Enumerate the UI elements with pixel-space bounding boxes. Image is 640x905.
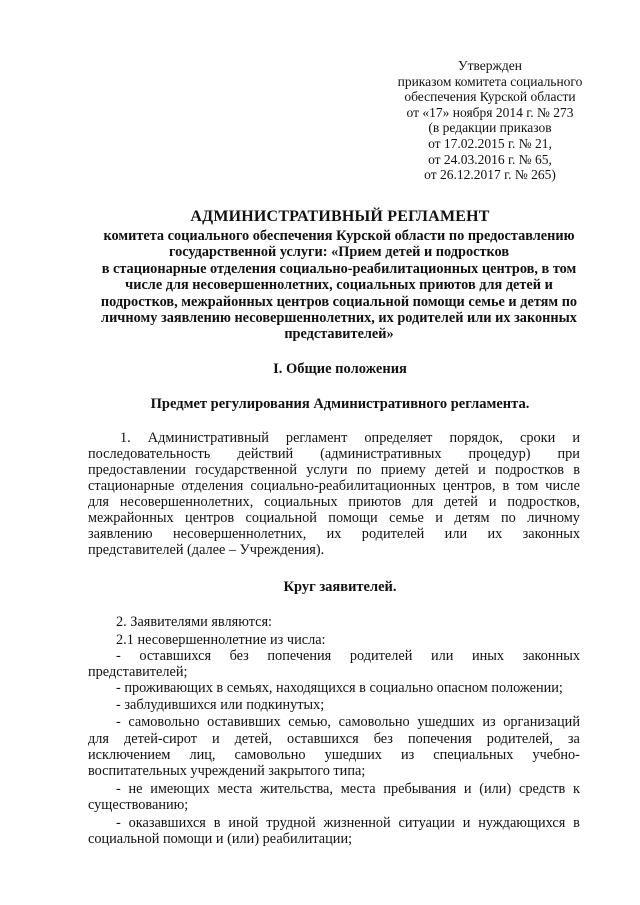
document-title: АДМИНИСТРАТИВНЫЙ РЕГЛАМЕНТ [190,208,490,225]
paragraph-line: межрайонных центров социальной помощи семье и детям по личному [88,510,580,526]
document-subtitle [82,228,596,343]
approval-line: (в редакции приказов [428,120,552,136]
paragraph-line: для несовершеннолетних, социальных приютов для детей и подростков, [88,494,580,510]
list-item: 2.1 несовершеннолетние из числа: [116,632,326,648]
list-item: - оказавшихся в иной трудной жизненной ситуации и нуждающихся в [116,815,580,831]
approval-stamp-block [360,58,620,183]
paragraph-line: предоставлении государственной услуги по приему детей и подростков в [88,462,580,478]
subject-heading: Предмет регулирования Административного регламента. [150,396,530,412]
list-item: - проживающих в семьях, находящихся в социально опасном положении; [116,680,563,696]
list-item: социальной помощи и (или) реабилитации; [88,831,353,847]
applicants-heading: Круг заявителей. [283,579,397,595]
subtitle-line: в стационарные отделения социально-реабилитационных центров, в том [101,260,577,277]
approval-line: Утвержден [458,58,522,73]
list-item: исключением лиц, самовольно ушедших из специальных учебно- [88,747,580,763]
approval-line: от «17» ноября 2014 г. № 273 [406,104,574,120]
paragraph-line: заявлению несовершеннолетних, их родителей или их законных [88,526,580,542]
list-item: - оставшихся без попечения родителей или иных законных [116,648,580,664]
list-item: воспитательных учреждений закрытого типа; [88,763,366,779]
list-item: - не имеющих места жительства, места пребывания и (или) средств к [116,781,580,797]
approval-line: приказом комитета социального [397,73,583,89]
subtitle-line: личному заявлению несовершеннолетних, их родителей или их законных [101,310,577,327]
paragraph-line: 1. Административный регламент определяет порядок, сроки и [120,430,580,446]
approval-line: от 17.02.2015 г. № 21, [428,135,552,151]
paragraph-line: стационарные отделения социально-реабилитационных центров, в том числе [88,478,580,494]
subtitle-line: государственной услуги: «Прием детей и подростков [168,244,510,261]
list-item: 2. Заявителями являются: [116,614,273,630]
subtitle-line: подростков, межрайонных центров социальной помощи семье и детям по [100,293,578,310]
paragraph-line: последовательность действий (административных процедур) при [88,446,580,462]
approval-line: от 26.12.2017 г. № 265) [424,167,556,183]
list-item: - заблудившихся или подкинутых; [116,697,325,713]
subtitle-line: комитета социального обеспечения Курской области по предоставлению [103,228,575,244]
section-heading: I. Общие положения [273,361,407,377]
approval-line: обеспечения Курской области [404,89,576,105]
approval-line: от 24.03.2016 г. № 65, [428,151,552,167]
list-item: для детей-сирот и детей, оставшихся без попечения родителей, за [88,731,580,747]
list-item: существованию; [88,797,189,813]
subtitle-line: представителей» [284,326,394,343]
paragraph-line: представителей (далее – Учреждения). [88,542,325,558]
subtitle-line: числе для несовершеннолетних, социальных приютов для детей и [125,277,553,294]
list-item: представителей; [88,664,188,680]
list-item: - самовольно оставивших семью, самовольно ушедших из организаций [116,714,580,730]
